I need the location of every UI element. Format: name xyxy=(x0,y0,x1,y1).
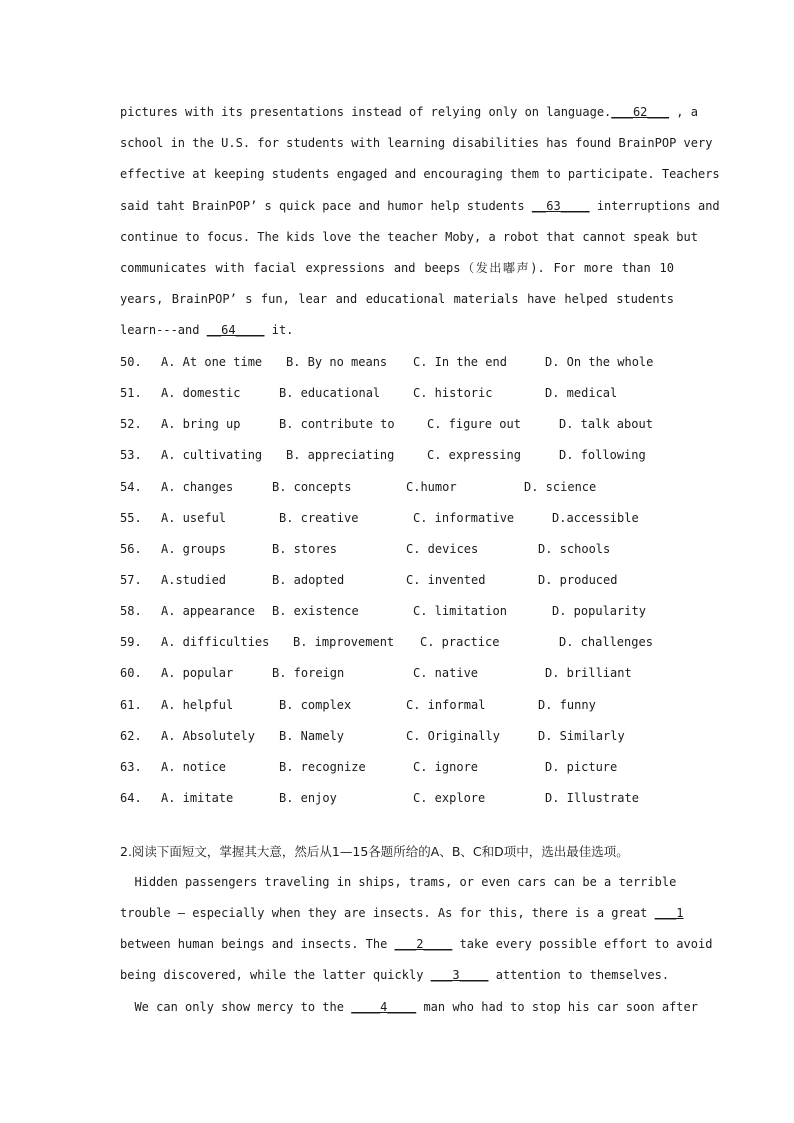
option-c: C. informal xyxy=(406,698,486,712)
question-number: 56. xyxy=(120,542,142,556)
passage-text: said taht BrainPOP’ s quick pace and humor help students xyxy=(120,199,532,213)
blank-63: __63____ xyxy=(531,199,590,213)
option-a: A. helpful xyxy=(161,698,234,712)
option-c: C. practice xyxy=(420,635,500,649)
option-c: C. In the end xyxy=(413,355,507,369)
option-d: D. talk about xyxy=(559,417,653,431)
blank-62: ___62___ xyxy=(611,105,670,119)
option-b: B. educational xyxy=(279,386,381,400)
question-number: 52. xyxy=(120,417,142,431)
passage-line xyxy=(120,934,713,954)
option-a: A. useful xyxy=(161,511,227,525)
passage-line xyxy=(120,320,674,340)
option-a: A. imitate xyxy=(161,791,234,805)
passage-text: being discovered, while the latter quickly xyxy=(120,968,431,982)
question-number: 57. xyxy=(120,573,142,587)
passage-line: years, BrainPOP’ s fun, lear and educational materials have helped students xyxy=(120,292,674,306)
passage-line xyxy=(120,965,674,985)
passage-text: pictures with its presentations instead of relying only on language. xyxy=(120,105,612,119)
option-a: A. groups xyxy=(161,542,227,556)
passage-line: communicates with facial expressions and beeps（发出嘟声). For more than 10 xyxy=(120,261,674,275)
question-number: 63. xyxy=(120,760,142,774)
option-b: B. foreign xyxy=(272,666,345,680)
option-b: B. recognize xyxy=(279,760,366,774)
option-b: B. concepts xyxy=(272,480,352,494)
option-c: C. informative xyxy=(413,511,515,525)
passage-line xyxy=(120,997,698,1017)
question-number: 54. xyxy=(120,480,142,494)
passage-text: between human beings and insects. The xyxy=(120,937,395,951)
passage-text: learn---and xyxy=(120,323,207,337)
passage-text: interruptions and xyxy=(589,199,720,213)
option-c: C. ignore xyxy=(413,760,479,774)
option-b: B. contribute to xyxy=(279,417,395,431)
option-d: D. Similarly xyxy=(538,729,625,743)
passage-line: continue to focus. The kids love the teacher Moby, a robot that cannot speak but xyxy=(120,230,698,244)
option-c: C. invented xyxy=(406,573,486,587)
option-a: A. popular xyxy=(161,666,234,680)
option-b: B. Namely xyxy=(279,729,345,743)
question-number: 55. xyxy=(120,511,142,525)
option-a: A. At one time xyxy=(161,355,263,369)
option-b: B. creative xyxy=(279,511,359,525)
passage-line: effective at keeping students engaged and encouraging them to participate. Teachers xyxy=(120,167,720,181)
passage-line: school in the U.S. for students with learning disabilities has found BrainPOP very xyxy=(120,136,713,150)
question-number: 62. xyxy=(120,729,142,743)
option-d: D.accessible xyxy=(552,511,639,525)
passage-text: attention to themselves. xyxy=(488,968,670,982)
question-number: 50. xyxy=(120,355,142,369)
option-b: B. enjoy xyxy=(279,791,337,805)
option-d: D. popularity xyxy=(552,604,646,618)
option-d: D. following xyxy=(559,448,646,462)
passage-text: take every possible effort to avoid xyxy=(452,937,713,951)
option-a: A. bring up xyxy=(161,417,241,431)
passage-line xyxy=(120,102,698,122)
option-a: A. notice xyxy=(161,760,227,774)
option-a: A.studied xyxy=(161,573,227,587)
option-c: C. historic xyxy=(413,386,493,400)
option-a: A. appearance xyxy=(161,604,255,618)
option-b: B. improvement xyxy=(293,635,395,649)
option-a: A. changes xyxy=(161,480,234,494)
passage-line xyxy=(120,196,720,216)
blank-3: ___3____ xyxy=(430,968,489,982)
option-a: A. cultivating xyxy=(161,448,263,462)
passage-text: man who had to stop his car soon after xyxy=(416,1000,698,1014)
option-d: D. picture xyxy=(545,760,618,774)
option-b: B. appreciating xyxy=(286,448,395,462)
question-number: 60. xyxy=(120,666,142,680)
option-b: B. adopted xyxy=(272,573,345,587)
option-b: B. existence xyxy=(272,604,359,618)
option-c: C. devices xyxy=(406,542,479,556)
passage-line xyxy=(120,903,684,923)
blank-64: __64____ xyxy=(206,323,265,337)
option-d: D. Illustrate xyxy=(545,791,639,805)
question-number: 61. xyxy=(120,698,142,712)
blank-4: ____4____ xyxy=(351,1000,417,1014)
option-a: A. Absolutely xyxy=(161,729,255,743)
passage-text: , a xyxy=(669,105,698,119)
option-d: D. On the whole xyxy=(545,355,654,369)
option-c: C.humor xyxy=(406,480,457,494)
option-c: C. limitation xyxy=(413,604,507,618)
option-d: D. schools xyxy=(538,542,611,556)
option-d: D. science xyxy=(524,480,597,494)
passage-line: Hidden passengers traveling in ships, trams, or even cars can be a terrible xyxy=(120,875,677,889)
option-d: D. funny xyxy=(538,698,596,712)
option-d: D. challenges xyxy=(559,635,653,649)
option-a: A. domestic xyxy=(161,386,241,400)
option-b: B. stores xyxy=(272,542,338,556)
question-number: 53. xyxy=(120,448,142,462)
section-heading: 2.阅读下面短文，掌握其大意，然后从1—15各题所给的A、B、C和D项中，选出最佳选项。 xyxy=(120,844,629,859)
option-a: A. difficulties xyxy=(161,635,270,649)
passage-text: it. xyxy=(264,323,294,337)
option-b: B. complex xyxy=(279,698,352,712)
blank-1: ___1 xyxy=(654,906,684,920)
question-number: 59. xyxy=(120,635,142,649)
passage-text: We can only show mercy to the xyxy=(120,1000,352,1014)
option-b: B. By no means xyxy=(286,355,388,369)
blank-2: ___2____ xyxy=(394,937,453,951)
question-number: 51. xyxy=(120,386,142,400)
passage-text: trouble — especially when they are insects. As for this, there is a great xyxy=(120,906,655,920)
option-d: D. produced xyxy=(538,573,618,587)
option-d: D. medical xyxy=(545,386,618,400)
question-number: 58. xyxy=(120,604,142,618)
option-c: C. expressing xyxy=(427,448,521,462)
option-d: D. brilliant xyxy=(545,666,632,680)
option-c: C. Originally xyxy=(406,729,500,743)
option-c: C. native xyxy=(413,666,479,680)
option-c: C. explore xyxy=(413,791,486,805)
option-c: C. figure out xyxy=(427,417,521,431)
question-number: 64. xyxy=(120,791,142,805)
